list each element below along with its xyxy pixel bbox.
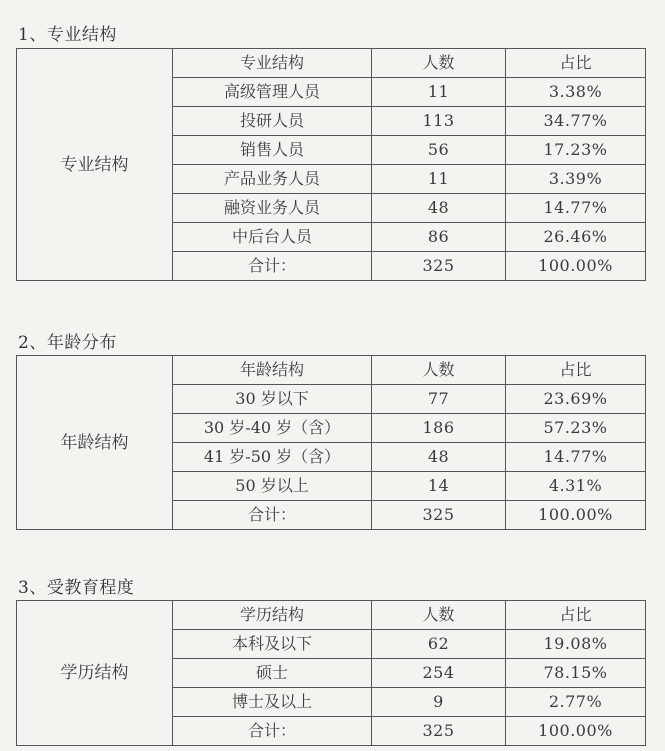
- total-label: 合计：: [173, 252, 372, 281]
- row-category: 投研人员: [173, 107, 372, 136]
- column-header-ratio: 占比: [506, 49, 646, 78]
- table-header-row: [17, 601, 646, 630]
- row-count: 48: [372, 443, 506, 472]
- group-label: 年龄结构: [17, 356, 173, 530]
- row-ratio: 3.39%: [506, 165, 646, 194]
- row-count: 77: [372, 385, 506, 414]
- total-ratio: 100.00%: [506, 501, 646, 530]
- row-ratio: 14.77%: [506, 443, 646, 472]
- column-header-count: 人数: [372, 49, 506, 78]
- row-category: 产品业务人员: [173, 165, 372, 194]
- row-count: 9: [372, 688, 506, 717]
- row-count: 14: [372, 472, 506, 501]
- age-structure-table: [16, 355, 646, 530]
- section-title-professional: 1、专业结构: [18, 25, 117, 45]
- row-category: 30 岁-40 岁（含）: [173, 414, 372, 443]
- total-label: 合计：: [173, 717, 372, 746]
- row-count: 186: [372, 414, 506, 443]
- row-ratio: 2.77%: [506, 688, 646, 717]
- row-ratio: 14.77%: [506, 194, 646, 223]
- row-category: 销售人员: [173, 136, 372, 165]
- row-count: 86: [372, 223, 506, 252]
- row-category: 博士及以上: [173, 688, 372, 717]
- total-count: 325: [372, 252, 506, 281]
- row-category: 30 岁以下: [173, 385, 372, 414]
- row-category: 41 岁-50 岁（含）: [173, 443, 372, 472]
- row-ratio: 4.31%: [506, 472, 646, 501]
- row-count: 62: [372, 630, 506, 659]
- row-count: 11: [372, 78, 506, 107]
- section-title-age: 2、年龄分布: [18, 333, 117, 353]
- row-ratio: 17.23%: [506, 136, 646, 165]
- row-count: 56: [372, 136, 506, 165]
- column-header-count: 人数: [372, 356, 506, 385]
- row-count: 254: [372, 659, 506, 688]
- row-ratio: 57.23%: [506, 414, 646, 443]
- group-label: 学历结构: [17, 601, 173, 746]
- column-header-category: 年龄结构: [173, 356, 372, 385]
- total-count: 325: [372, 717, 506, 746]
- column-header-ratio: 占比: [506, 356, 646, 385]
- row-category: 本科及以下: [173, 630, 372, 659]
- row-category: 50 岁以上: [173, 472, 372, 501]
- table-header-row: [17, 49, 646, 78]
- row-ratio: 3.38%: [506, 78, 646, 107]
- row-ratio: 26.46%: [506, 223, 646, 252]
- education-structure-table: [16, 600, 646, 746]
- column-header-category: 专业结构: [173, 49, 372, 78]
- section-title-education: 3、受教育程度: [18, 578, 135, 598]
- column-header-category: 学历结构: [173, 601, 372, 630]
- total-ratio: 100.00%: [506, 717, 646, 746]
- row-ratio: 78.15%: [506, 659, 646, 688]
- total-ratio: 100.00%: [506, 252, 646, 281]
- column-header-ratio: 占比: [506, 601, 646, 630]
- professional-structure-table: [16, 48, 646, 281]
- total-count: 325: [372, 501, 506, 530]
- row-count: 113: [372, 107, 506, 136]
- row-category: 硕士: [173, 659, 372, 688]
- row-count: 11: [372, 165, 506, 194]
- table-header-row: [17, 356, 646, 385]
- row-category: 融资业务人员: [173, 194, 372, 223]
- column-header-count: 人数: [372, 601, 506, 630]
- row-count: 48: [372, 194, 506, 223]
- row-ratio: 19.08%: [506, 630, 646, 659]
- group-label: 专业结构: [17, 49, 173, 281]
- total-label: 合计：: [173, 501, 372, 530]
- row-ratio: 23.69%: [506, 385, 646, 414]
- row-category: 中后台人员: [173, 223, 372, 252]
- row-category: 高级管理人员: [173, 78, 372, 107]
- row-ratio: 34.77%: [506, 107, 646, 136]
